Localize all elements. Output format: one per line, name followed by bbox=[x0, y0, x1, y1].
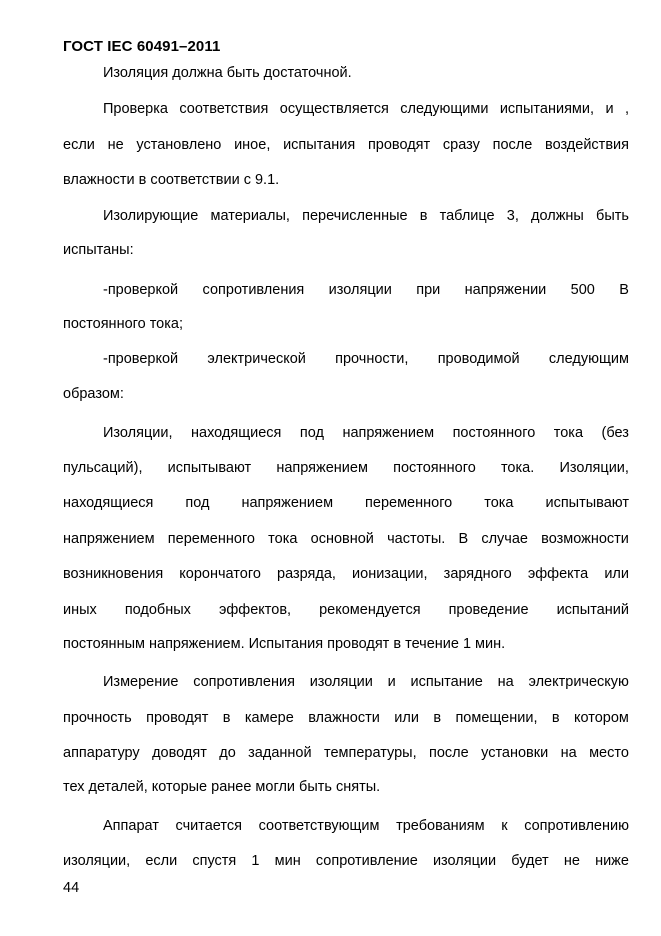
word: испытаниями, bbox=[499, 101, 595, 117]
word: доводят bbox=[152, 745, 207, 761]
word: -проверкой bbox=[103, 351, 179, 367]
word: требованиям bbox=[396, 818, 485, 834]
word: эффектов, bbox=[218, 602, 292, 618]
word: сопротивление bbox=[315, 853, 418, 869]
word: Изоляция должна быть достаточной. bbox=[103, 65, 352, 81]
word: влажности в соответствии с 9.1. bbox=[63, 172, 280, 188]
word: возможности bbox=[541, 531, 629, 547]
word: или bbox=[604, 566, 629, 582]
word: основной bbox=[310, 531, 374, 547]
text-line bbox=[63, 530, 629, 548]
text-line bbox=[103, 64, 629, 82]
word: быть bbox=[596, 208, 629, 224]
word: испытаны: bbox=[63, 242, 134, 258]
word: сопротивления bbox=[193, 674, 295, 690]
word: в bbox=[419, 208, 428, 224]
text-line bbox=[63, 565, 629, 583]
word: В bbox=[458, 531, 469, 547]
word: ниже bbox=[595, 853, 629, 869]
word: в bbox=[433, 710, 442, 726]
word: или bbox=[394, 710, 419, 726]
word: до bbox=[219, 745, 236, 761]
word: (без bbox=[601, 425, 629, 441]
word: случае bbox=[481, 531, 528, 547]
word: после bbox=[492, 137, 533, 153]
word: испытывают bbox=[167, 460, 252, 476]
word: и bbox=[605, 101, 614, 117]
text-line bbox=[63, 241, 629, 259]
text-line bbox=[63, 459, 629, 477]
word: следующим bbox=[548, 351, 629, 367]
word: испытаний bbox=[556, 602, 629, 618]
word: разряда, bbox=[277, 566, 336, 582]
word: В bbox=[619, 282, 629, 298]
text-line bbox=[63, 136, 629, 154]
word: испытывают bbox=[545, 495, 629, 511]
word: при bbox=[416, 282, 441, 298]
word: 500 bbox=[570, 282, 595, 298]
word: влажности bbox=[308, 710, 380, 726]
word: установки bbox=[481, 745, 549, 761]
word: частоты. bbox=[387, 531, 446, 547]
word: Изоляции, bbox=[103, 425, 173, 441]
text-line bbox=[63, 709, 629, 727]
word: -проверкой bbox=[103, 282, 179, 298]
word: иное, bbox=[234, 137, 271, 153]
word: возникновения bbox=[63, 566, 164, 582]
word: сразу bbox=[442, 137, 480, 153]
word: прочности, bbox=[335, 351, 409, 367]
page-number: 44 bbox=[63, 880, 80, 896]
text-line bbox=[103, 100, 629, 118]
word: напряжением bbox=[342, 425, 435, 441]
word: находящиеся bbox=[191, 425, 282, 441]
word: 1 bbox=[251, 853, 260, 869]
word: тока bbox=[268, 531, 298, 547]
word: мин bbox=[274, 853, 301, 869]
word: помещении, bbox=[455, 710, 538, 726]
word: зарядного bbox=[443, 566, 512, 582]
text-line bbox=[63, 778, 629, 796]
word: сопротивлению bbox=[524, 818, 629, 834]
word: камере bbox=[244, 710, 294, 726]
word: напряжении bbox=[464, 282, 547, 298]
word: котором bbox=[573, 710, 629, 726]
word: рекомендуется bbox=[319, 602, 421, 618]
word: 3, bbox=[506, 208, 519, 224]
word: эффекта bbox=[527, 566, 589, 582]
word: ионизации, bbox=[352, 566, 428, 582]
word: считается bbox=[175, 818, 242, 834]
word: место bbox=[589, 745, 629, 761]
word: напряжением bbox=[276, 460, 368, 476]
text-line bbox=[103, 281, 629, 299]
word: изоляции, bbox=[63, 853, 131, 869]
word: к bbox=[501, 818, 508, 834]
word: таблице bbox=[439, 208, 495, 224]
text-line bbox=[63, 601, 629, 619]
word: и bbox=[387, 674, 396, 690]
word: Проверка bbox=[103, 101, 168, 117]
word: установлено bbox=[136, 137, 222, 153]
word: постоянного bbox=[452, 425, 536, 441]
word: в bbox=[222, 710, 231, 726]
word: если bbox=[145, 853, 178, 869]
word: сопротивления bbox=[202, 282, 305, 298]
text-line bbox=[103, 817, 629, 835]
text-line bbox=[103, 207, 629, 225]
word: испытания bbox=[283, 137, 356, 153]
word: спустя bbox=[192, 853, 237, 869]
word: напряжением bbox=[241, 495, 334, 511]
word: электрическую bbox=[528, 674, 629, 690]
word: осуществляется bbox=[279, 101, 389, 117]
text-line bbox=[103, 673, 629, 691]
word: изоляции bbox=[328, 282, 392, 298]
word: не bbox=[107, 137, 124, 153]
word: электрической bbox=[207, 351, 306, 367]
word: тока bbox=[553, 425, 584, 441]
word: Изолирующие bbox=[103, 208, 199, 224]
word: должны bbox=[531, 208, 584, 224]
text-line bbox=[63, 852, 629, 870]
word: постоянного тока; bbox=[63, 316, 184, 332]
word: в bbox=[551, 710, 560, 726]
word: проводимой bbox=[437, 351, 520, 367]
word: перечисленные bbox=[302, 208, 408, 224]
word: испытание bbox=[410, 674, 483, 690]
word: проводят bbox=[367, 137, 431, 153]
word: если bbox=[63, 137, 95, 153]
word: корончатого bbox=[179, 566, 261, 582]
text-line bbox=[63, 315, 629, 333]
word: температуры, bbox=[323, 745, 417, 761]
text-line bbox=[63, 744, 629, 762]
word: воздействия bbox=[545, 137, 629, 153]
word: заданной bbox=[248, 745, 312, 761]
word: соответствия bbox=[179, 101, 269, 117]
word: на bbox=[497, 674, 514, 690]
word: пульсаций), bbox=[63, 460, 143, 476]
word: под bbox=[185, 495, 210, 511]
word: переменного bbox=[167, 531, 255, 547]
text-line bbox=[103, 350, 629, 368]
word: Измерение bbox=[103, 674, 179, 690]
word: образом: bbox=[63, 386, 124, 402]
word: постоянным напряжением. Испытания проводят в течение 1 мин. bbox=[63, 636, 506, 652]
word: после bbox=[429, 745, 469, 761]
word: материалы, bbox=[210, 208, 290, 224]
word: напряжением bbox=[63, 531, 155, 547]
word: проведение bbox=[448, 602, 529, 618]
word: на bbox=[560, 745, 577, 761]
text-line bbox=[63, 171, 629, 189]
document-header: ГОСТ IEC 60491–2011 bbox=[63, 38, 221, 55]
word: будет bbox=[511, 853, 549, 869]
text-line bbox=[103, 424, 629, 442]
text-line bbox=[63, 385, 629, 403]
word: аппаратуру bbox=[63, 745, 140, 761]
word: , bbox=[624, 101, 629, 117]
text-line bbox=[63, 494, 629, 512]
word: не bbox=[563, 853, 580, 869]
word: Аппарат bbox=[103, 818, 159, 834]
word: изоляции bbox=[432, 853, 497, 869]
word: постоянного bbox=[393, 460, 476, 476]
word: следующими bbox=[400, 101, 489, 117]
text-line bbox=[63, 635, 629, 653]
word: тех деталей, которые ранее могли быть сняты. bbox=[63, 779, 381, 795]
word: иных bbox=[63, 602, 97, 618]
word: Изоляции, bbox=[559, 460, 629, 476]
word: переменного bbox=[365, 495, 453, 511]
word: находящиеся bbox=[63, 495, 154, 511]
word: проводят bbox=[146, 710, 209, 726]
word: соответствующим bbox=[258, 818, 380, 834]
word: тока bbox=[484, 495, 514, 511]
word: прочность bbox=[63, 710, 132, 726]
word: подобных bbox=[124, 602, 191, 618]
word: под bbox=[299, 425, 324, 441]
word: изоляции bbox=[309, 674, 373, 690]
word: тока. bbox=[500, 460, 535, 476]
